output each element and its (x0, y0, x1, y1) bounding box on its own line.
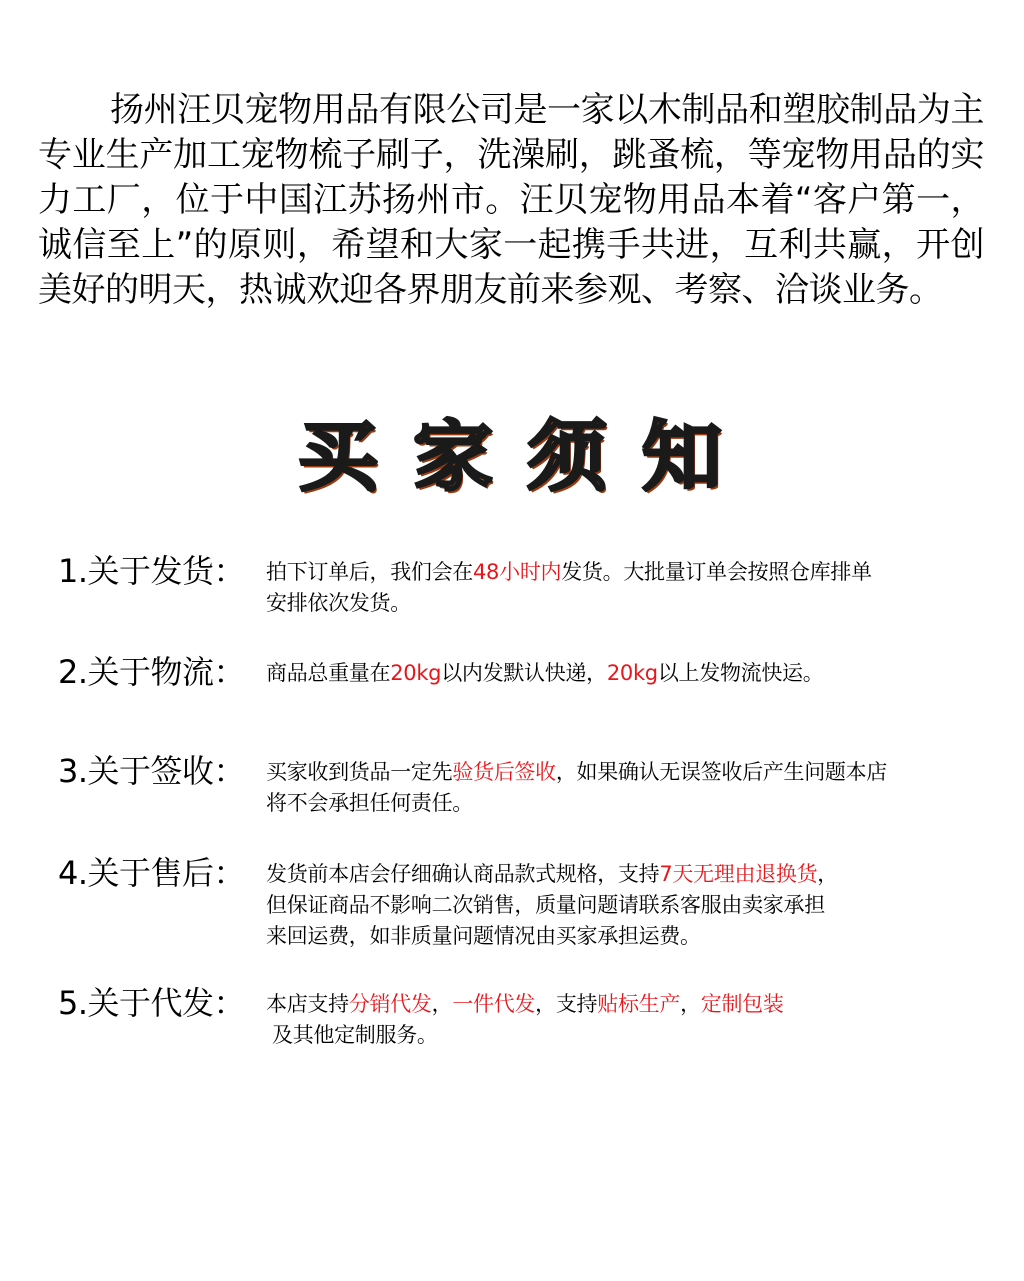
notice-line (266, 989, 784, 1020)
notice-after-sales (58, 852, 998, 952)
notice-body (266, 550, 872, 619)
title-char: 买 (298, 412, 378, 501)
notice-body (266, 750, 887, 819)
text-segment: 发货。大批量订单会按照仓库排单 (561, 560, 872, 584)
highlight-text: 定制包装 (700, 992, 784, 1016)
notice-dropshipping (58, 982, 998, 1051)
notice-shipping (58, 550, 998, 619)
text-segment: ，支持 (535, 992, 598, 1016)
highlight-text: 验货后签收 (452, 760, 556, 784)
notice-body (266, 982, 784, 1051)
text-segment: 发货前本店会仔细确认商品款式规格，支持 (266, 862, 660, 886)
text-segment: 买家收到货品一定先 (266, 760, 453, 784)
notice-line: 及其他定制服务。 (272, 1023, 438, 1047)
company-intro-paragraph: 扬州汪贝宠物用品有限公司是一家以木制品和塑胶制品为主专业生产加工宠物梳子刷子，洗澡刷，跳蚤梳，等宠物用品的实力工厂，位于中国江苏扬州市。汪贝宠物用品本着“客户第一，诚信至上”的原则，希望和大家一起携手共进，互利共赢，开创美好的明天，热诚欢迎各界朋友前来参观、考察、洽谈业务。 (38, 90, 984, 310)
notice-line (266, 658, 823, 689)
notice-line: 但保证商品不影响二次销售，质量问题请联系客服由卖家承担 (266, 893, 825, 917)
notice-body (266, 852, 838, 952)
notice-line (266, 557, 872, 588)
text-segment: 以内发默认快递， (441, 661, 607, 685)
notice-label: 2.关于物流： (58, 653, 246, 691)
text-segment: 以上发物流快运。 (657, 661, 824, 685)
text-segment: ， (817, 862, 838, 886)
notice-line (266, 757, 887, 788)
notice-receipt (58, 750, 998, 819)
highlight-text: 贴标生产 (597, 992, 681, 1016)
highlight-text: 一件代发 (452, 992, 536, 1016)
text-segment: 商品总重量在 (266, 661, 391, 685)
title-char: 家 (412, 412, 493, 501)
text-segment: 拍下订单后，我们会在 (266, 560, 473, 584)
highlight-text: 20kg (606, 661, 658, 685)
notice-line: 安排依次发货。 (266, 591, 411, 615)
text-segment: 本店支持 (266, 992, 349, 1016)
highlight-text: 7天无理由退换货 (659, 862, 818, 886)
notice-line: 来回运费，如非质量问题情况由买家承担运费。 (266, 924, 701, 948)
title-char: 知 (642, 412, 722, 501)
text-segment: ， (680, 992, 701, 1016)
notice-label: 3.关于签收： (58, 752, 246, 790)
text-segment: ， (431, 992, 453, 1016)
highlight-text: 20kg (390, 661, 442, 685)
notice-logistics (58, 651, 998, 693)
notice-label: 4.关于售后： (58, 854, 246, 892)
notice-label: 1.关于发货： (58, 552, 246, 590)
notice-label: 5.关于代发： (58, 984, 246, 1022)
notice-line (266, 859, 838, 890)
notice-line: 将不会承担任何责任。 (266, 791, 473, 815)
text-segment: ，如果确认无误签收后产生问题本店 (555, 760, 888, 784)
buyer-notice-title (300, 412, 720, 502)
notice-body (266, 651, 823, 689)
highlight-text: 分销代发 (348, 992, 432, 1016)
highlight-text: 48小时内 (473, 560, 562, 584)
title-char: 须 (527, 412, 608, 501)
